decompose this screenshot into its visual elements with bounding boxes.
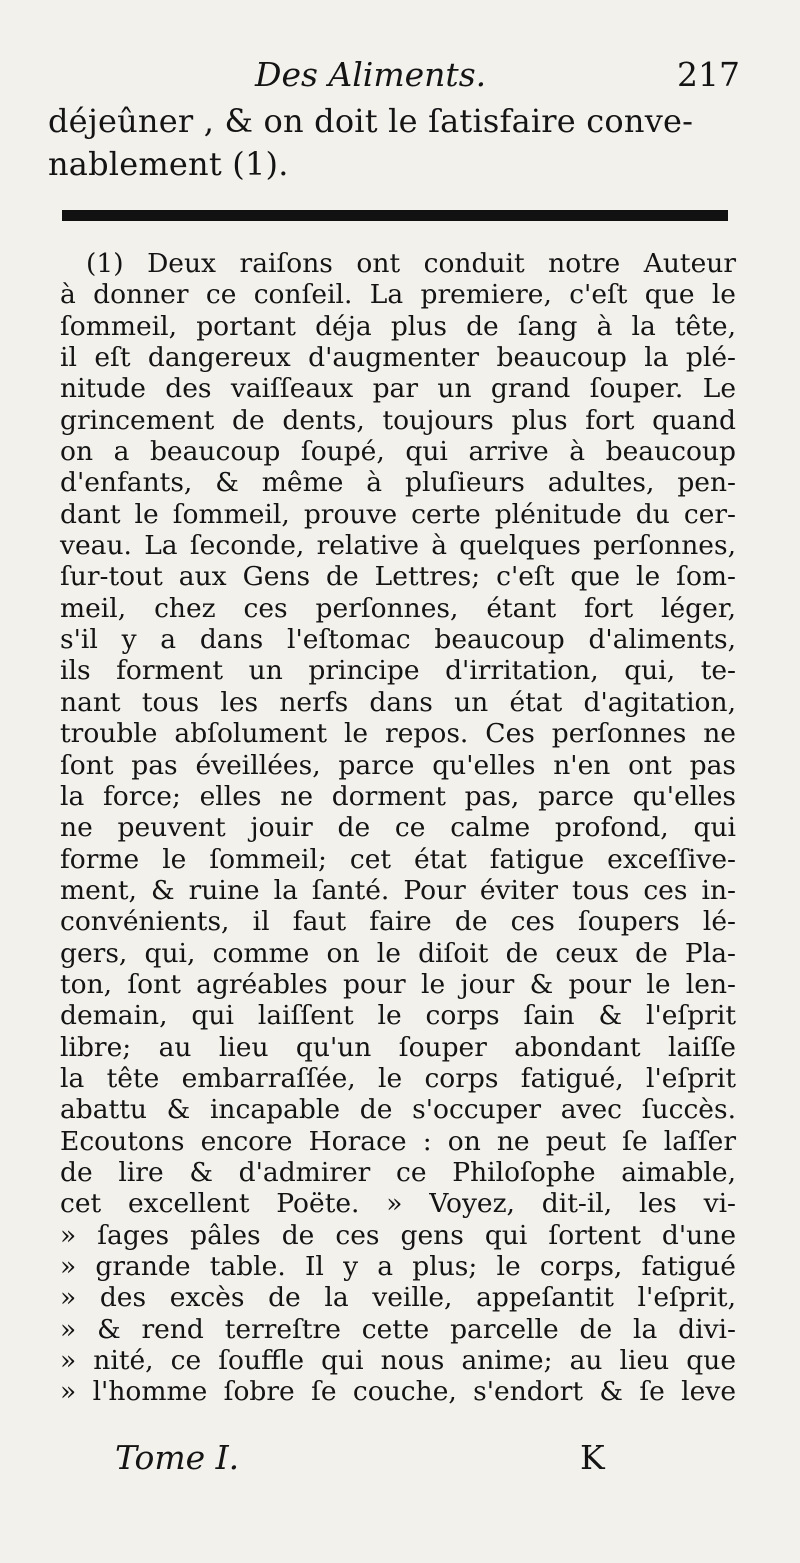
- footnote-line: ils forment un principe d'irritation, qui, te-: [60, 655, 736, 687]
- footnote: [60, 248, 736, 1408]
- footnote-line: libre; au lieu qu'un ſouper abondant laiſſe: [60, 1031, 736, 1063]
- footnote-line: » nité, ce ſouffle qui nous anime; au lieu que: [60, 1345, 736, 1377]
- footnote-line: trouble abſolument le repos. Ces perſonnes ne: [60, 718, 736, 750]
- footnote-line: Ecoutons encore Horace : on ne peut ſe laſſer: [60, 1125, 736, 1157]
- running-title: Des Aliments.: [255, 55, 487, 94]
- footnote-line: il eſt dangereux d'augmenter beaucoup la plé-: [60, 342, 736, 374]
- footnote-line: abattu & incapable de s'occuper avec ſuccès.: [60, 1094, 736, 1126]
- footnote-line: meil, chez ces perſonnes, étant fort léger,: [60, 592, 736, 624]
- footnote-line: à donner ce conſeil. La premiere, c'eſt que le: [60, 279, 736, 311]
- footnote-line: convénients, il faut faire de ces ſoupers lé-: [60, 906, 736, 938]
- footnote-line: grincement de dents, toujours plus fort quand: [60, 404, 736, 436]
- footnote-line: » & rend terreſtre cette parcelle de la divi-: [60, 1313, 736, 1345]
- footnote-line: ne peuvent jouir de ce calme profond, qui: [60, 812, 736, 844]
- footnote-line: ſont pas éveillées, parce qu'elles n'en ont pas: [60, 749, 736, 781]
- footnote-line: ſur-tout aux Gens de Lettres; c'eſt que le ſom-: [60, 561, 736, 593]
- footnote-line: » grande table. Il y a plus; le corps, fatigué: [60, 1251, 736, 1282]
- footnote-line: ment, & ruine la ſanté. Pour éviter tous ces in-: [60, 874, 736, 906]
- footnote-line: nant tous les nerfs dans un état d'agitation,: [60, 686, 736, 718]
- signature-mark: K: [580, 1438, 605, 1477]
- footnote-line: d'enfants, & même à pluſieurs adultes, pen-: [60, 467, 736, 499]
- footnote-line: (1) Deux raiſons ont conduit notre Auteur: [86, 248, 736, 279]
- main-text-line: déjeûner , & on doit le ſatisfaire conve-: [48, 102, 694, 140]
- main-text-line: nablement (1).: [48, 145, 289, 183]
- footnote-line: » ſages pâles de ces gens qui ſortent d'une: [60, 1219, 736, 1251]
- footnote-line: la tête embarraſſée, le corps fatigué, l'eſprit: [60, 1062, 736, 1094]
- footnote-line: » l'homme ſobre ſe couche, s'endort & ſe leve: [60, 1376, 736, 1408]
- page-number: 217: [677, 55, 740, 94]
- volume-mark: Tome I.: [115, 1438, 240, 1477]
- footnote-line: gers, qui, comme on le diſoit de ceux de Pla-: [60, 937, 736, 969]
- footnote-line: s'il y a dans l'eſtomac beaucoup d'aliments,: [60, 624, 736, 656]
- footnote-line: nitude des vaiſſeaux par un grand ſouper. Le: [60, 373, 736, 405]
- footnote-line: forme le ſommeil; cet état fatigue exceſſive-: [60, 843, 736, 875]
- footnote-line: ton, ſont agréables pour le jour & pour le len-: [60, 968, 736, 1000]
- footnote-line: cet excellent Poëte. » Voyez, dit-il, les vi-: [60, 1188, 736, 1220]
- footnote-line: » des excès de la veille, appeſantit l'eſprit,: [60, 1282, 736, 1314]
- footnote-line: dant le ſommeil, prouve certe plénitude du cer-: [60, 498, 736, 530]
- footnote-line: de lire & d'admirer ce Philoſophe aimable,: [60, 1156, 736, 1188]
- footnote-separator-rule: [62, 210, 728, 221]
- footnote-line: veau. La ſeconde, relative à quelques perſonnes,: [60, 530, 736, 562]
- main-text: [48, 100, 740, 186]
- footnote-line: ſommeil, portant déja plus de ſang à la tête,: [60, 310, 736, 342]
- page-footer: [60, 1438, 740, 1482]
- footnote-line: on a beaucoup ſoupé, qui arrive à beaucoup: [60, 436, 736, 468]
- page-header: [60, 55, 740, 99]
- footnote-line: demain, qui laiſſent le corps ſain & l'eſprit: [60, 1000, 736, 1032]
- footnote-line: la force; elles ne dorment pas, parce qu'elles: [60, 780, 736, 812]
